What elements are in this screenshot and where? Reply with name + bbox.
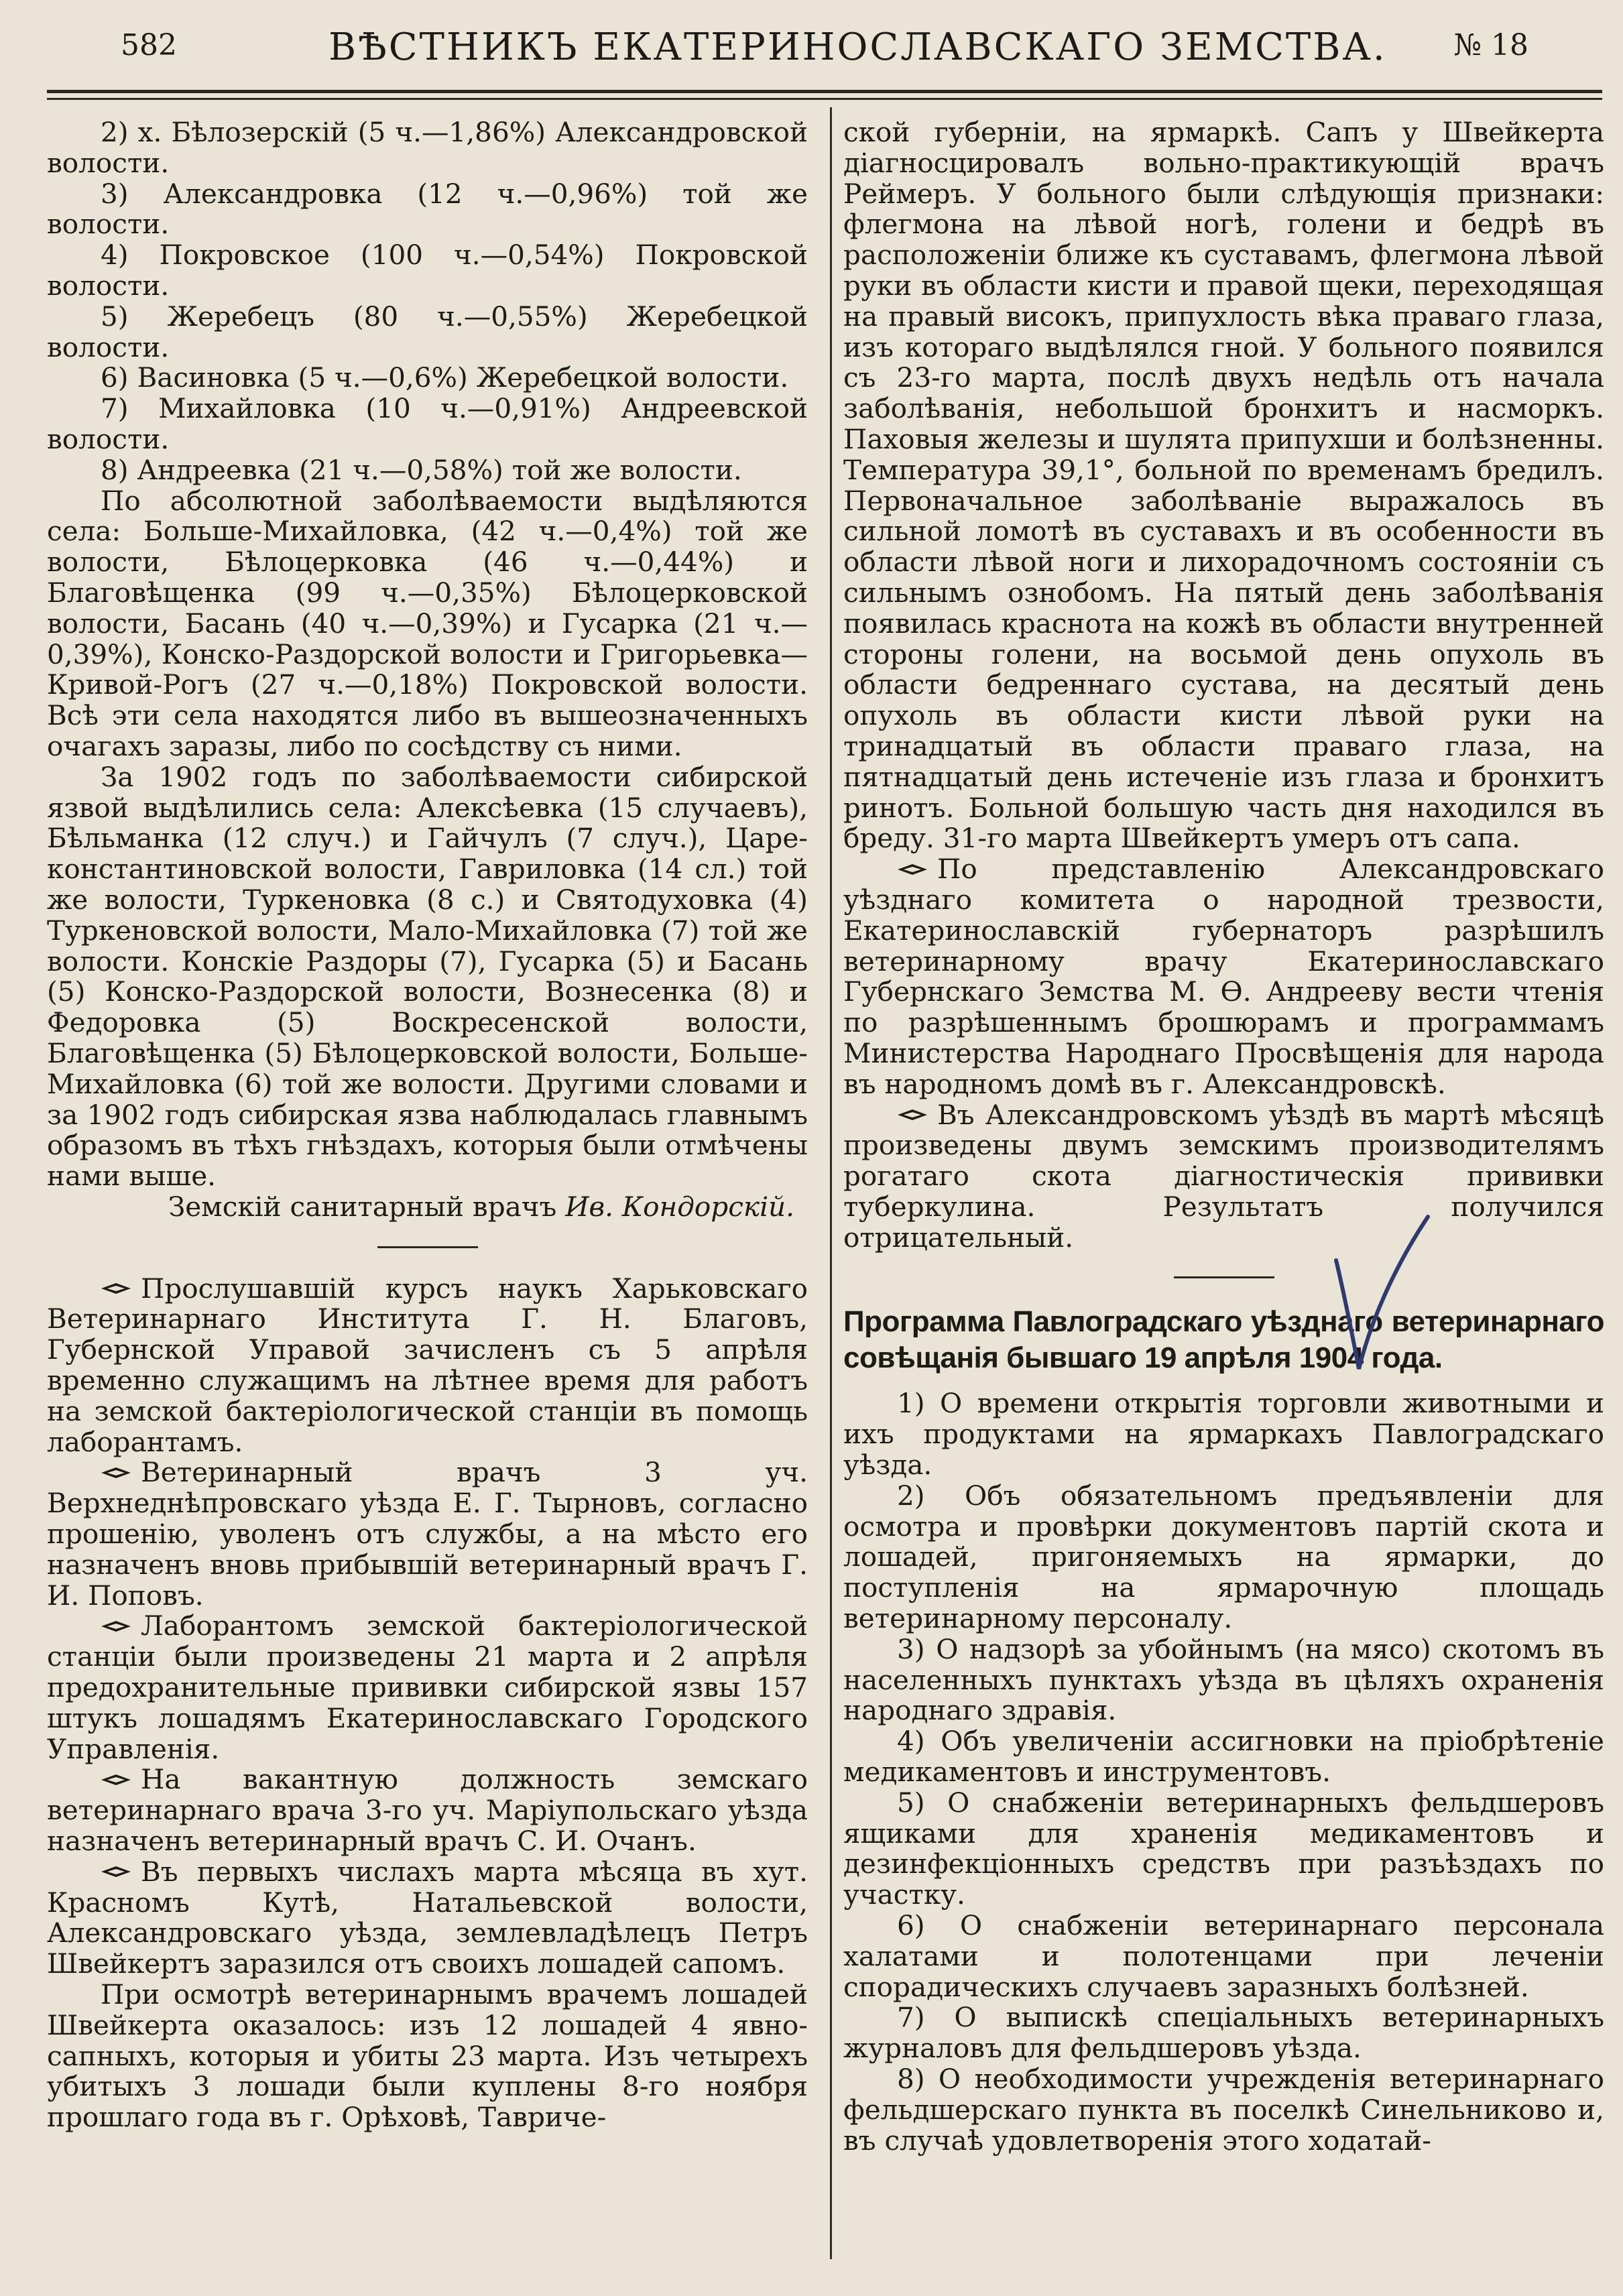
program-item: 3) О надзорѣ за убойнымъ (на мясо) скотомъ въ населенныхъ пунктахъ уѣзда въ цѣляхъ охраненія народнаго здравія. — [843, 1632, 1604, 1727]
paragraph: При осмотрѣ ветеринарнымъ врачемъ лошадей Швейкерта оказалось: изъ 12 лошадей 4 явно-сапныхъ, которыя и убиты 23 марта. Изъ четырехъ убитыхъ 3 лошади были куплены 8-го ноября прошлаго года въ г. Орѣховѣ, Тавриче- — [47, 1978, 808, 2134]
page-header — [114, 20, 1528, 74]
paragraph: 4) Покровское (100 ч.—0,54%) Покровской волости. — [47, 239, 808, 302]
journal-title: ВѢСТНИКЪ ЕКАТЕРИНОСЛАВСКАГО ЗЕМСТВА. — [328, 25, 1387, 69]
paragraph: 2) х. Бѣлозерскій (5 ч.—1,86%) Александровской волости. — [47, 116, 808, 179]
page-number: 582 — [121, 28, 177, 62]
paragraph: За 1902 годъ по заболѣваемости сибирской язвой выдѣлились села: Алексѣевка (15 случаевъ), Бѣльманка (12 случ.) и Гайчулъ (7 случ.), Царе-константиновской волости, Гавриловка (14 сл.) той же волости, Туркеновка (8 с.) и Святодуховка (4) Туркеновской волости, Мало-Михайловка (7) той же волости. Конскіе Раздоры (7), Гусарка (5) и Басань (5) Конско-Раздорской волости, Вознесенка (8) и Федоровка (5) Воскресенской волости, Благовѣщенка (5) Бѣлоцерковской волости, Больше-Михайловка (6) той же волости. Другими словами и за 1902 годъ сибирская язва наблюдалась главнымъ образомъ въ тѣхъ гнѣздахъ, которыя были отмѣчены нами выше. — [47, 760, 808, 1193]
section-divider — [1174, 1276, 1274, 1278]
program-item: 8) О необходимости учрежденія ветеринарнаго фельдшерскаго пункта въ поселкѣ Синельниково и, въ случаѣ удовлетворенія этого ходатай- — [843, 2063, 1604, 2157]
signature-name: Ив. Кондорскій. — [565, 1190, 794, 1223]
lozenge-ornament-icon — [101, 1620, 131, 1632]
news-item — [843, 1100, 1604, 1254]
news-text: На вакантную должность земскаго ветеринарнаго врача 3-го уч. Маріупольскаго уѣзда назначенъ ветеринарный врачъ С. И. Очанъ. — [47, 1763, 808, 1858]
program-item: 6) О снабженіи ветеринарнаго персонала халатами и полотенцами при леченіи спорадическихъ случаевъ заразныхъ болѣзней. — [843, 1909, 1604, 2003]
news-item — [47, 1611, 808, 1764]
paragraph: 5) Жеребецъ (80 ч.—0,55%) Жеребецкой волости. — [47, 300, 808, 363]
program-item: 5) О снабженіи ветеринарныхъ фельдшеровъ ящиками для храненія медикаментовъ и дезинфекціонныхъ средствъ при разъѣздахъ по участку. — [843, 1786, 1604, 1911]
news-item — [47, 1857, 808, 1980]
lozenge-ornament-icon — [897, 1109, 928, 1121]
column-separator — [830, 107, 832, 2259]
program-item: 7) О выпискѣ спеціальныхъ ветеринарныхъ журналовъ для фельдшеровъ уѣзда. — [843, 2001, 1604, 2065]
section-divider — [377, 1246, 478, 1248]
issue-number: № 18 — [1453, 28, 1528, 62]
program-item: 4) Объ увеличеніи ассигновки на пріобрѣтеніе медикаментовъ и инструментовъ. — [843, 1725, 1604, 1789]
header-rule-thick — [47, 90, 1602, 93]
left-column — [47, 117, 808, 2133]
signature-role: Земскій санитарный врачъ — [168, 1190, 557, 1223]
news-text: Въ Александровскомъ уѣздѣ въ мартѣ мѣсяцѣ произведены двумъ земскимъ производителямъ рогатаго скота діагностическія прививки туберкулина. Результатъ получился отрицательный. — [843, 1098, 1604, 1254]
news-item — [47, 1274, 808, 1458]
paragraph: 6) Васиновка (5 ч.—0,6%) Жеребецкой волости. — [101, 361, 789, 394]
paragraph-continued: ской губерніи, на ярмаркѣ. Сапъ у Швейкерта діагносцировалъ вольно-практикующій врачъ Реймеръ. У больного были слѣдующія признаки: флегмона на лѣвой ногѣ, голени и бедрѣ въ расположеніи ближе къ суставамъ, флегмона лѣвой руки въ области кисти и правой щеки, переходящая на правый високъ, припухлость вѣка праваго глаза, изъ котораго выдѣлялся гной. У больного появился съ 23-го марта, послѣ двухъ недѣль отъ начала заболѣванія, небольшой бронхитъ и насморкъ. Паховыя железы и шулята припухши и болѣзненны. Температура 39,1°, больной по временамъ бредилъ. Первоначальное заболѣваніе выражалось въ сильной ломотѣ въ суставахъ и въ особенности въ области лѣвой ноги и лихорадочномъ состояніи съ сильнымъ ознобомъ. На пятый день заболѣванія появилась краснота на кожѣ въ области внутренней стороны голени, на восьмой день опухоль въ области бедреннаго сустава, на десятый день опухоль въ области кисти лѣвой руки на тринадцатый въ области праваго глаза, на пятнадцатый день истеченіе изъ глаза и бронхитъ ринотъ. Больной большую часть дня находился въ бреду. 31-го марта Швейкертъ умеръ отъ сапа. — [843, 116, 1604, 855]
news-text: Лаборантомъ земской бактеріологической станціи были произведены 21 марта и 2 апрѣля предохранительные прививки сибирской язвы 157 штукъ лошадямъ Екатеринославскаго Городского Управленія. — [47, 1610, 808, 1765]
news-text: Въ первыхъ числахъ марта мѣсяца въ хут. Красномъ Кутѣ, Натальевской волости, Александровскаго уѣзда, землевладѣлецъ Петръ Швейкертъ заразился отъ своихъ лошадей сапомъ. — [47, 1855, 808, 1980]
lozenge-ornament-icon — [101, 1282, 131, 1294]
news-text: Ветеринарный врачъ 3 уч. Верхнеднѣпровскаго уѣзда Е. Г. Тырновъ, согласно прошенію, уволенъ отъ службы, а на мѣсто его назначенъ вновь прибывшій ветеринарный врачъ Г. И. Поповъ. — [47, 1456, 808, 1612]
paragraph: По абсолютной заболѣваемости выдѣляются села: Больше-Михайловка, (42 ч.—0,4%) той же волости, Бѣлоцерковка (46 ч.—0,44%) и Благовѣщенка (99 ч.—0,35%) Бѣлоцерковской волости, Басань (40 ч.—0,39%) и Гусарка (21 ч.—0,39%), Конско-Раздорской волости и Григорьевка—Кривой-Рогъ (27 ч.—0,18%) Покровской волости. Всѣ эти села находятся либо въ вышеозначенныхъ очагахъ заразы, либо по сосѣдству съ ними. — [47, 484, 808, 762]
paragraph: 8) Андреевка (21 ч.—0,58%) той же волости. — [101, 453, 742, 486]
program-item: 2) Объ обязательномъ предъявленіи для осмотра и провѣрки документовъ партій скота и лошадей, пригоняемыхъ на ярмарки, до поступленія на ярмарочную площадь ветеринарному персоналу. — [843, 1479, 1604, 1635]
news-item — [47, 1457, 808, 1611]
handwritten-checkmark — [1331, 1213, 1431, 1374]
signature — [47, 1192, 808, 1223]
paragraph: 7) Михайловка (10 ч.—0,91%) Андреевской волости. — [47, 392, 808, 455]
right-column — [843, 117, 1604, 2156]
news-item — [47, 1764, 808, 1856]
lozenge-ornament-icon — [101, 1467, 131, 1479]
news-text: Прослушавшій курсъ наукъ Харьковскаго Ветеринарнаго Института Г. Н. Благовъ, Губернской Управой зачисленъ съ 5 апрѣля временно служащимъ на лѣтнее время для работъ на земской бактеріологической станціи въ помощь лаборантамъ. — [47, 1272, 808, 1458]
header-rule-thin — [47, 98, 1602, 100]
news-item — [843, 854, 1604, 1099]
lozenge-ornament-icon — [897, 863, 928, 875]
lozenge-ornament-icon — [101, 1866, 131, 1878]
news-text: По представленію Александровскаго уѣзднаго комитета о народной трезвости, Екатеринославскій губернаторъ разрѣшилъ ветеринарному врачу Екатеринославскаго Губернскаго Земства М. Ѳ. Андрееву вести чтенія по разрѣшеннымъ брошюрамъ и программамъ Министерства Народнаго Просвѣщенія для народа въ народномъ домѣ въ г. Александровскѣ. — [843, 853, 1604, 1100]
program-item: 1) О времени открытія торговли животными и ихъ продуктами на ярмаркахъ Павлоградскаго уѣзда. — [843, 1387, 1604, 1482]
lozenge-ornament-icon — [101, 1774, 131, 1786]
paragraph: 3) Александровка (12 ч.—0,96%) той же волости. — [47, 177, 808, 241]
section-title: Программа Павлоградскаго уѣзднаго ветеринарнаго совѣщанія бывшаго 19 апрѣля 1904 года. — [843, 1305, 1604, 1375]
